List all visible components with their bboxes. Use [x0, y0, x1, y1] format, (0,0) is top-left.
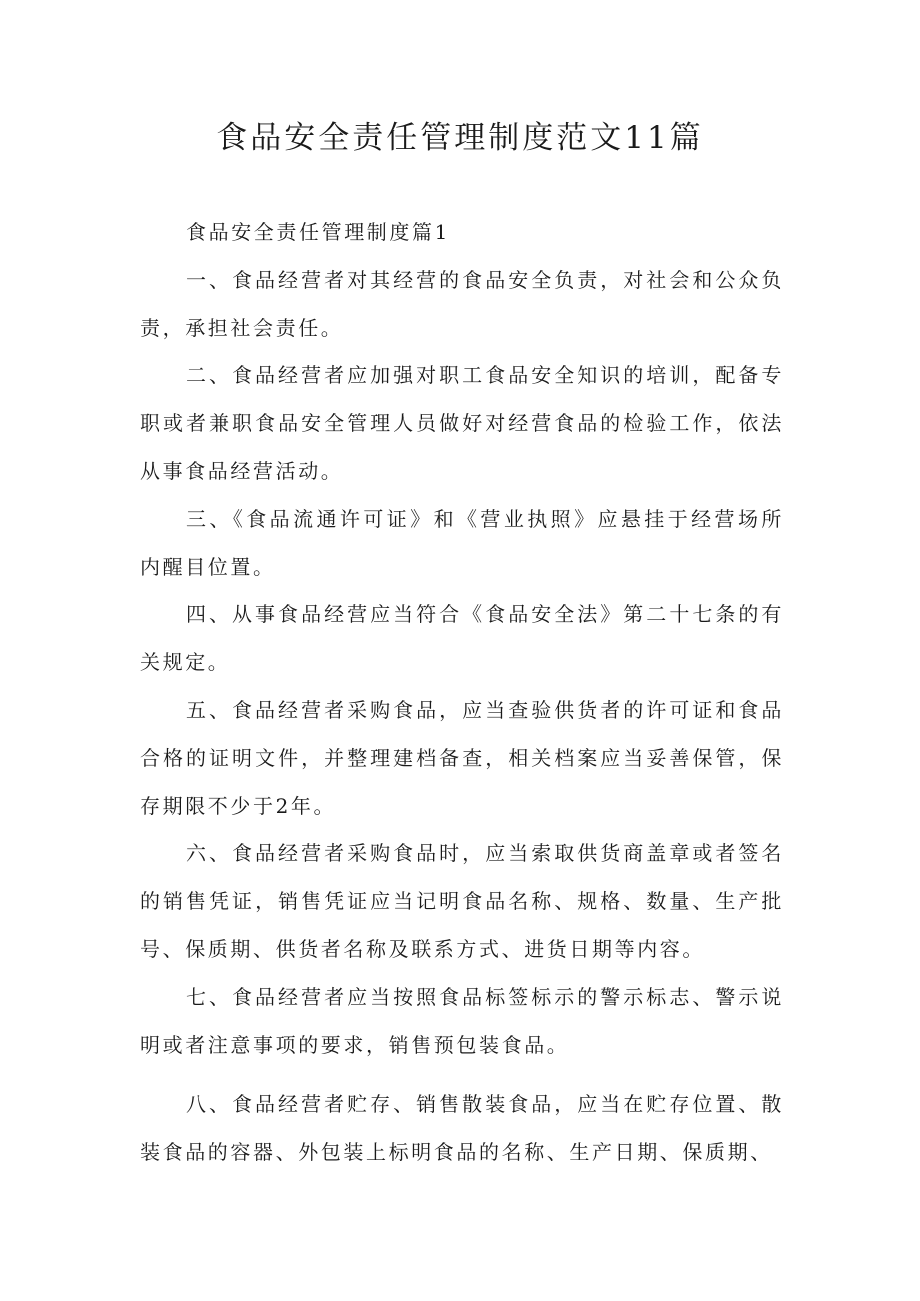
paragraph-5: 五、食品经营者采购食品，应当查验供货者的许可证和食品合格的证明文件，并整理建档备查，相关档案应当妥善保管，保存期限不少于2年。	[140, 697, 784, 818]
document-body	[140, 209, 784, 1177]
paragraph-3: 三、《食品流通许可证》和《营业执照》应悬挂于经营场所内醒目位置。	[140, 506, 784, 579]
paragraph-4: 四、从事食品经营应当符合《食品安全法》第二十七条的有关规定。	[140, 602, 784, 675]
section-heading: 食品安全责任管理制度篇1	[186, 220, 450, 244]
paragraph-2: 二、食品经营者应加强对职工食品安全知识的培训，配备专职或者兼职食品安全管理人员做好对经营食品的检验工作，依法从事食品经营活动。	[140, 363, 784, 483]
paragraph-6: 六、食品经营者采购食品时，应当索取供货商盖章或者签名的销售凭证，销售凭证应当记明食品名称、规格、数量、生产批号、保质期、供货者名称及联系方式、进货日期等内容。	[140, 841, 784, 961]
paragraph-7: 七、食品经营者应当按照食品标签标示的警示标志、警示说明或者注意事项的要求，销售预包装食品。	[140, 984, 784, 1057]
paragraph-8: 八、食品经营者贮存、销售散装食品，应当在贮存位置、散装食品的容器、外包装上标明食品的名称、生产日期、保质期、	[140, 1092, 784, 1165]
document-title: 食品安全责任管理制度范文11篇	[216, 120, 704, 156]
paragraph-1: 一、食品经营者对其经营的食品安全负责，对社会和公众负责，承担社会责任。	[140, 267, 784, 340]
